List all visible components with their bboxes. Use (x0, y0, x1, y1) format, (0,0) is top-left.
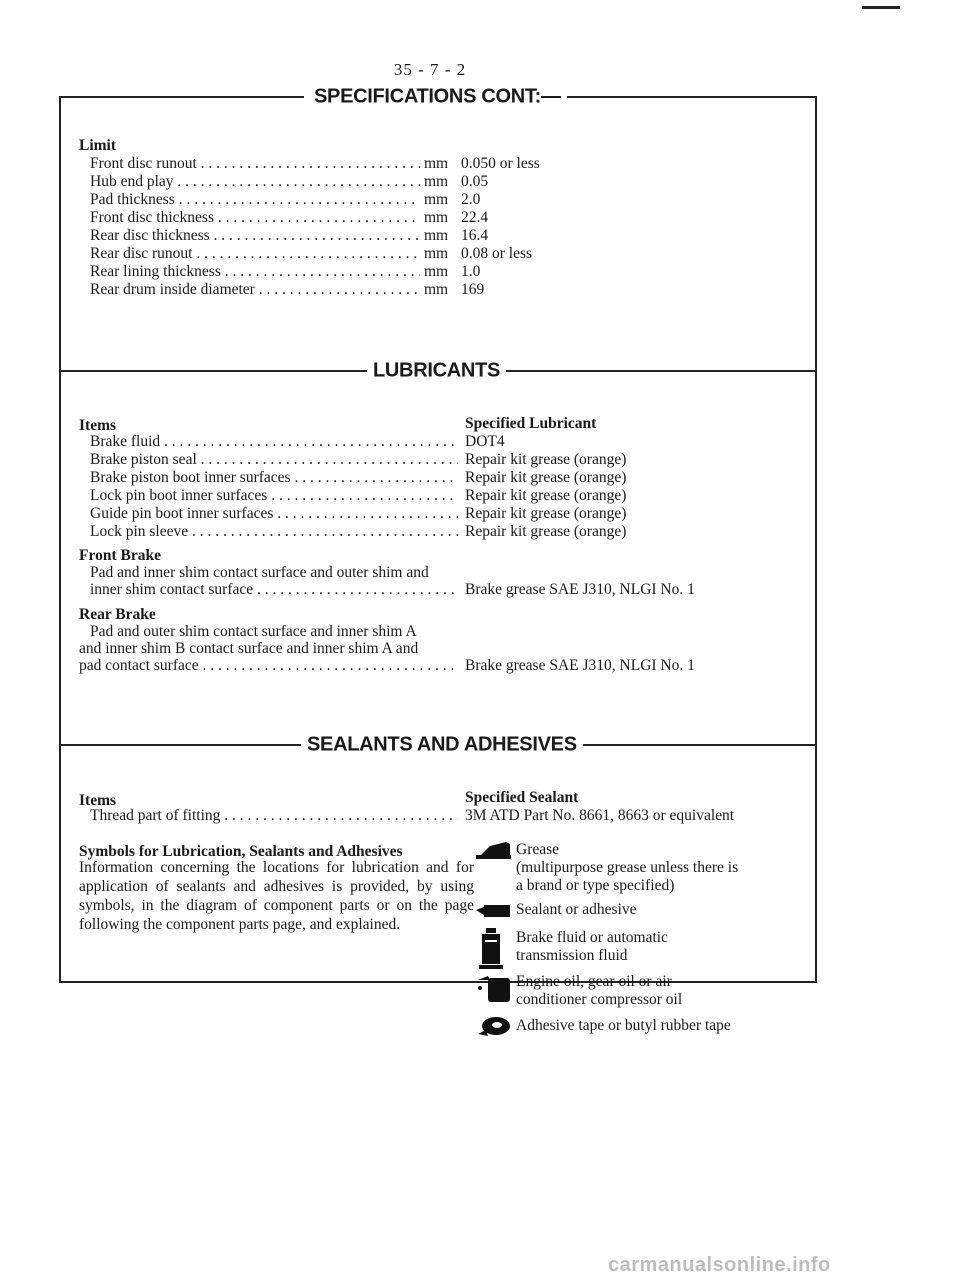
sealants-items-header: Items (79, 792, 117, 809)
rear-brake-line: Pad and outer shim contact surface and inner shim A (90, 623, 417, 640)
lubricants-items-header: Items (79, 417, 117, 434)
watermark: carmanualsonline.info (608, 1254, 831, 1276)
page-number: 35 - 7 - 2 (393, 60, 467, 79)
lubricants-spec-header: Specified Lubricant (465, 415, 597, 432)
sealant-icon (476, 901, 512, 921)
symbols-description: Information concerning the locations for lubrication and for application of sealants and adhesives is provided, by using symbols, in the diagram of component parts or on the page following the component parts page, and explained. (79, 859, 474, 933)
sealants-heading: SEALANTS AND ADHESIVES (301, 734, 583, 757)
symbols-title: Symbols for Lubrication, Sealants and Adhesives (79, 843, 403, 860)
corner-mark (862, 6, 900, 9)
lubricants-heading: LUBRICANTS (367, 360, 506, 383)
specifications-heading: SPECIFICATIONS CONT:— (308, 86, 567, 109)
brake-fluid-icon (476, 928, 512, 970)
rear-brake-title: Rear Brake (79, 606, 156, 623)
tape-roll-icon (476, 1014, 512, 1040)
front-brake-title: Front Brake (79, 547, 161, 564)
front-brake-line: Pad and inner shim contact surface and outer shim and (90, 564, 429, 581)
sealants-spec-header: Specified Sealant (465, 789, 579, 806)
rear-brake-line: and inner shim B contact surface and inner shim A and (79, 640, 419, 657)
grease-icon (476, 838, 512, 862)
frame-top-right (562, 96, 817, 98)
frame-top-left (59, 96, 304, 98)
oil-can-icon (476, 972, 512, 1006)
limit-title: Limit (79, 137, 117, 154)
